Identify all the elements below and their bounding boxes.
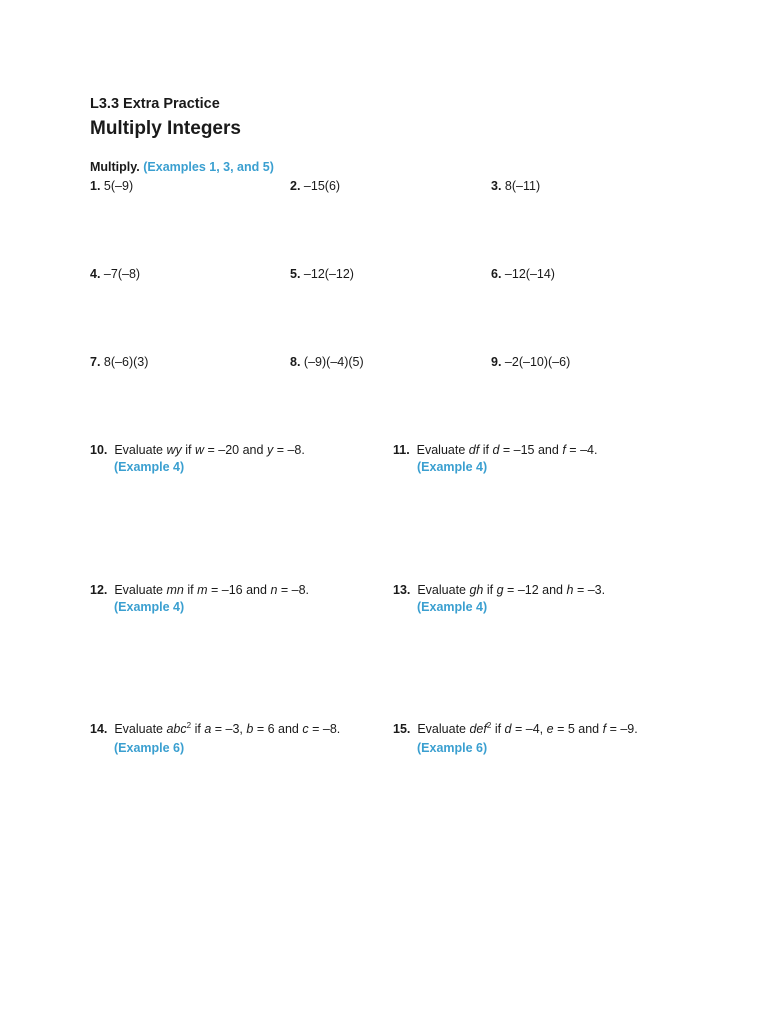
variable: c (302, 722, 309, 736)
exponent: 2 (186, 720, 192, 730)
problem-11 (393, 443, 597, 457)
evaluate-word: Evaluate (417, 722, 466, 736)
if-word: if (482, 443, 489, 457)
variable: e (546, 722, 554, 736)
evaluate-expression: def (469, 722, 487, 736)
value: = –12 and (507, 583, 564, 597)
problem-12 (90, 583, 309, 597)
value: = –4. (569, 443, 598, 457)
example-reference: (Example 6) (114, 741, 185, 755)
problem-15 (393, 722, 638, 736)
problem-1 (90, 179, 133, 193)
if-word: if (194, 722, 201, 736)
if-word: if (185, 443, 192, 457)
problem-expression: 8(–11) (504, 179, 541, 193)
problem-number: 12. (90, 583, 108, 597)
problem-number: 15. (393, 722, 411, 736)
value: = 6 and (256, 722, 299, 736)
variable: h (566, 583, 574, 597)
value: = –4, (514, 722, 544, 736)
problem-number: 9. (491, 355, 502, 369)
exponent: 2 (486, 720, 492, 730)
worksheet-kicker: L3.3 Extra Practice (90, 96, 220, 112)
problem-14 (90, 722, 340, 736)
evaluate-word: Evaluate (417, 583, 466, 597)
variable: a (204, 722, 212, 736)
variable: g (496, 583, 504, 597)
value: = –3. (576, 583, 606, 597)
variable: b (246, 722, 254, 736)
variable: f (602, 722, 607, 736)
evaluate-expression: gh (469, 583, 484, 597)
value: = 5 and (557, 722, 600, 736)
problem-expression: –12(–14) (504, 267, 555, 281)
problem-number: 3. (491, 179, 502, 193)
variable: y (266, 443, 274, 457)
variable: m (197, 583, 208, 597)
if-word: if (187, 583, 194, 597)
variable: d (492, 443, 500, 457)
value: = –8. (280, 583, 310, 597)
value: = –16 and (210, 583, 267, 597)
problem-number: 4. (90, 267, 101, 281)
example-reference: (Example 4) (114, 460, 185, 474)
problem-number: 8. (290, 355, 301, 369)
problem-expression: –12(–12) (303, 267, 354, 281)
problem-number: 13. (393, 583, 411, 597)
instructions (90, 160, 274, 174)
problem-9 (491, 355, 570, 369)
value: = –3, (214, 722, 243, 736)
problem-3 (491, 179, 540, 193)
problem-6 (491, 267, 555, 281)
problem-13 (393, 583, 605, 597)
value: = –8. (312, 722, 341, 736)
if-word: if (486, 583, 494, 597)
instructions-reference: (Examples 1, 3, and 5) (143, 160, 274, 174)
value: = –15 and (502, 443, 559, 457)
if-word: if (494, 722, 502, 736)
evaluate-word: Evaluate (416, 443, 466, 457)
problem-expression: –2(–10)(–6) (504, 355, 571, 369)
problem-7 (90, 355, 148, 369)
variable: d (504, 722, 512, 736)
problem-number: 10. (90, 443, 108, 457)
example-reference: (Example 4) (114, 600, 185, 614)
problem-number: 6. (491, 267, 502, 281)
evaluate-word: Evaluate (114, 583, 163, 597)
problem-number: 1. (90, 179, 101, 193)
evaluate-word: Evaluate (114, 722, 163, 736)
example-reference: (Example 4) (417, 460, 488, 474)
variable: n (270, 583, 278, 597)
problem-5 (290, 267, 354, 281)
value: = –8. (276, 443, 305, 457)
variable: f (562, 443, 566, 457)
problem-expression: –7(–8) (103, 267, 141, 281)
problem-expression: 8(–6)(3) (103, 355, 149, 369)
evaluate-expression: abc (166, 722, 187, 736)
problem-expression: 5(–9) (103, 179, 134, 193)
evaluate-expression: mn (166, 583, 184, 597)
problem-number: 14. (90, 722, 108, 736)
evaluate-expression: df (468, 443, 480, 457)
example-reference: (Example 4) (417, 600, 488, 614)
problem-number: 11. (393, 443, 410, 457)
value: = –9. (609, 722, 638, 736)
instructions-label: Multiply. (90, 160, 140, 174)
problem-expression: (–9)(–4)(5) (303, 355, 364, 369)
example-reference: (Example 6) (417, 741, 488, 755)
evaluate-expression: wy (166, 443, 182, 457)
problem-expression: –15(6) (303, 179, 341, 193)
problem-8 (290, 355, 364, 369)
value: = –20 and (207, 443, 264, 457)
variable: w (194, 443, 205, 457)
problem-number: 7. (90, 355, 101, 369)
problem-number: 5. (290, 267, 301, 281)
problem-4 (90, 267, 140, 281)
problem-number: 2. (290, 179, 301, 193)
problem-10 (90, 443, 305, 457)
problem-2 (290, 179, 340, 193)
page-title: Multiply Integers (90, 118, 241, 139)
evaluate-word: Evaluate (114, 443, 163, 457)
